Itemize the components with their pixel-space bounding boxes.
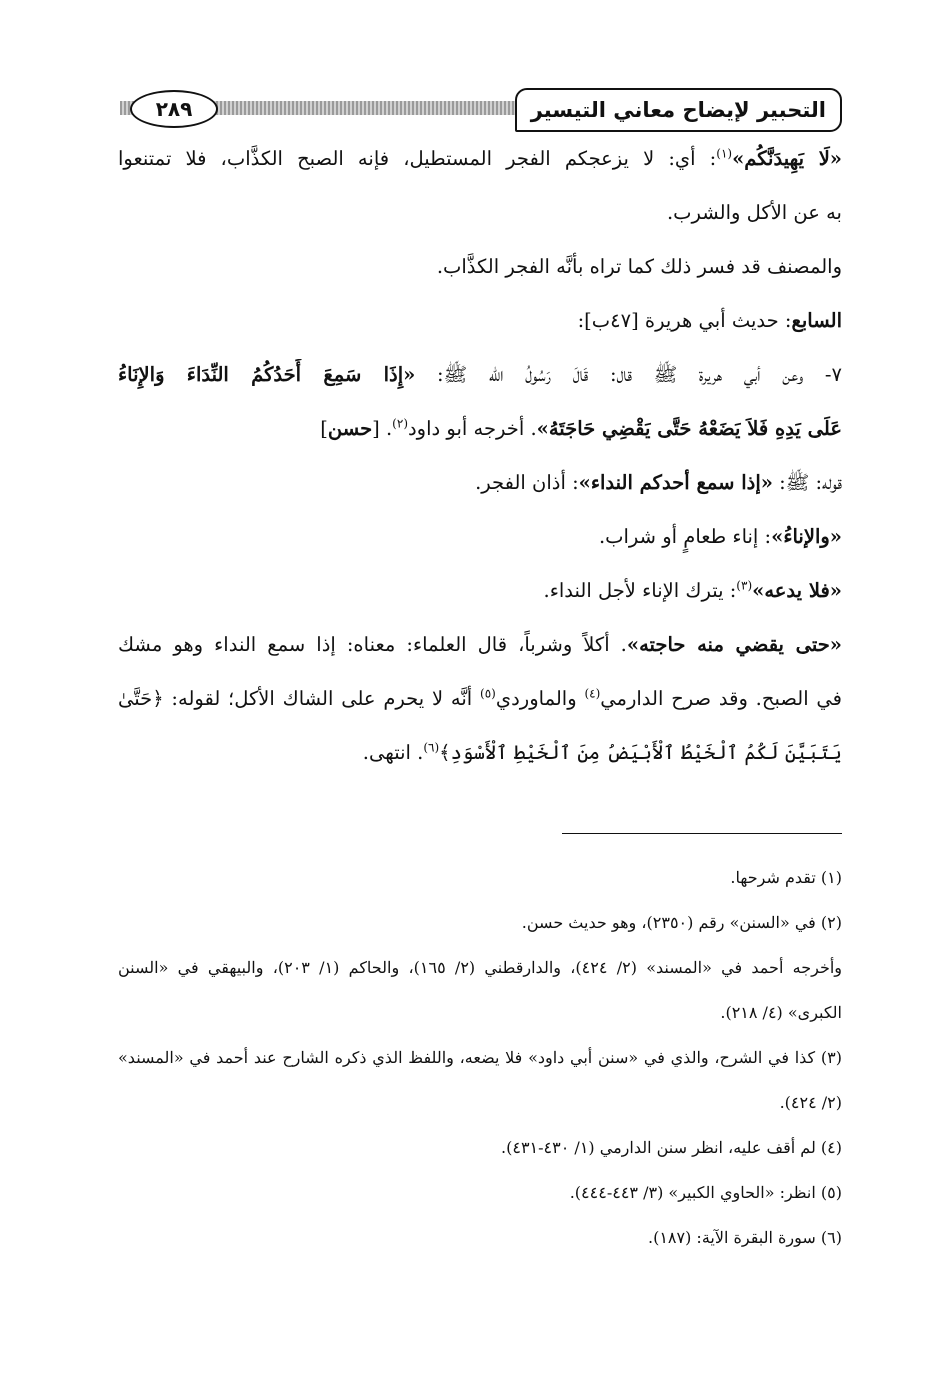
line-text: قوله: ﷺ: [772,471,842,494]
line-text: في الصبح. وقد صرح الدارمي [600,687,842,710]
main-text [118,143,842,791]
footnote: (١) تقدم شرحها. [730,868,842,887]
line-text: . [ [372,417,393,440]
text-line [118,467,842,521]
text-line [118,197,842,251]
footnote-ref: (١) [716,146,733,161]
hadith-text: «إِذَا سَمِعَ أَحَدُكُمُ النِّدَاءَ وَالإِنَاءُ [118,363,416,386]
book-title: التحبير لإيضاح معاني التيسير [515,88,842,132]
footnote: (٥) انظر: «الحاوي الكبير» (٣/ ٤٤٣-٤٤٤). [569,1183,842,1202]
text-line [118,359,842,413]
footnote-ref: (٤) [584,686,601,701]
quoted-phrase: «إذا سمع أحدكم النداء» [578,471,773,494]
line-text: : يترك الإناء لأجل النداء. [543,579,737,602]
hadith-grade: حسن [327,417,373,440]
line-text: به عن الأكل والشرب. [666,201,842,224]
footnote-separator [562,833,842,834]
footnote: وأخرجه أحمد في «المسند» (٢/ ٤٢٤)، والدارقطني (٢/ ١٦٥)، والحاكم (١/ ٢٠٣)، والبيهقي في «السنن [118,958,842,977]
line-text: . انتهى. [362,741,424,764]
line-text: : إناء طعامٍ أو شراب. [598,525,772,548]
footnote-ref: (٢) [392,416,408,431]
line-text: . أكلاً وشرباً، قال العلماء: معناه: إذا سمع النداء وهو مشك [118,633,627,656]
text-line [118,251,842,305]
footnote: (٣) كذا في الشرح، والذي في «سنن أبي داود» فلا يضعه، واللفظ الذي ذكره الشارح عند أحمد في «المسند» [118,1048,842,1067]
line-text: . أخرجه أبو داود [408,417,537,440]
footnote-ref: (٥) [480,686,496,701]
quran-verse: يَتَبَيَّنَ لَكُمُ ٱلْخَيْطُ ٱلْأَبْيَضُ مِنَ ٱلْخَيْطِ ٱلْأَسْوَدِ﴾ [439,741,842,764]
quoted-phrase: «والإناءُ» [771,525,842,548]
line-text: ٧- وعن أبي هريرة ﷺ قال: قَالَ رَسُولُ الله ﷺ: [415,363,842,386]
footnote: (٢) في «السنن» رقم (٢٣٥٠)، وهو حديث حسن. [521,913,842,932]
line-text: ] [320,417,328,440]
line-text: : أي: لا يزعجكم الفجر المستطيل، فإنه الصبح الكذَّاب، فلا تمتنعوا [118,147,717,170]
footnote-ref: (٣) [736,578,753,593]
footnotes [118,864,842,1269]
text-line [118,575,842,629]
footnote-ref: (٦) [423,740,440,755]
hadith-text: عَلَى يَدِهِ فَلاَ يَضَعْهُ حَتَّى يَقْضِي حَاجَتَهُ» [536,417,842,440]
section-heading: السابع [791,309,842,332]
line-text: والمصنف قد فسر ذلك كما تراه بأنَّه الفجر الكذَّاب. [436,255,842,278]
text-line [118,683,842,737]
line-text: والماوردي [495,687,585,710]
footnote: (٦) سورة البقرة الآية: (١٨٧). [647,1228,842,1247]
quoted-phrase: «فلا يدعه» [752,579,842,602]
line-text: أنَّه لا يحرم على الشاك الأكل؛ لقوله: ﴿حَتَّىٰ [118,687,481,710]
footnote: (٢/ ٤٢٤). [779,1093,842,1112]
quoted-phrase: «حتى يقضي منه حاجته» [626,633,842,656]
line-text: : حديث أبي هريرة [٤٧ب]: [577,309,792,332]
page-number: ٢٨٩ [130,90,218,128]
text-line [118,413,842,467]
page-header [120,88,842,134]
text-line [118,143,842,197]
quoted-phrase: «لَا يَهِيدَنَّكُم» [732,147,842,170]
line-text: : أذان الفجر. [475,471,579,494]
text-line [118,737,842,791]
footnote: (٤) لم أقف عليه، انظر سنن الدارمي (١/ ٤٣٠-٤٣١). [501,1138,842,1157]
footnote: الكبرى» (٤/ ٢١٨). [720,1003,842,1022]
text-line [118,521,842,575]
text-line [118,629,842,683]
text-line [118,305,842,359]
